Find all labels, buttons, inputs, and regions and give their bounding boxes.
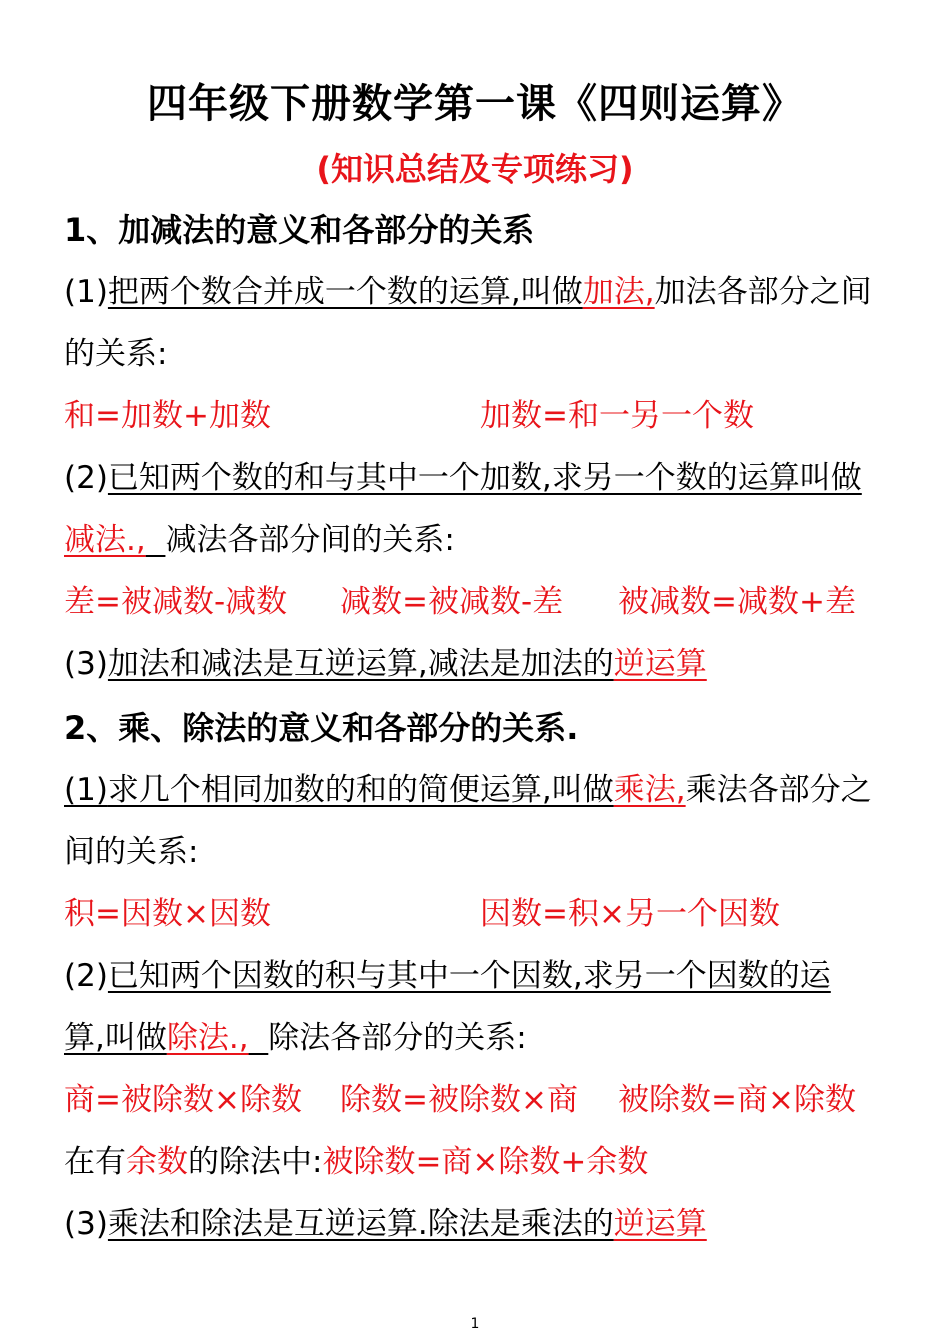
definition-text: 已知两个因数的积与其中一个因数,求另一个因数的运: [107, 958, 831, 994]
definition-text: 已知两个数的和与其中一个加数,求另一个数的运算叫做: [107, 460, 862, 496]
definition-text: 乘法和除法是互逆运算.除法是乘法的: [107, 1206, 614, 1242]
item-number: (2): [64, 958, 108, 994]
remainder-line: [64, 1142, 894, 1182]
formula-subtrahend: 减数=被减数-差: [340, 584, 564, 620]
formula-sum: 和=加数+加数: [64, 398, 271, 434]
formula-dividend: 被除数=商×除数: [618, 1082, 856, 1118]
section2-p2-cont: [64, 1018, 894, 1058]
section2-p1-cont: 间的关系:: [64, 834, 199, 870]
item-number: (1): [64, 772, 108, 808]
item-number: (3): [64, 646, 108, 682]
section2-p1: [64, 770, 894, 810]
term-division: 除法.,: [166, 1020, 249, 1056]
remainder-pre: 在有: [64, 1144, 126, 1180]
item-number: (3): [64, 1206, 108, 1242]
definition-text: 求几个相同加数的和的简便运算,叫做: [107, 772, 614, 808]
formula-addend: 加数=和一另一个数: [480, 398, 754, 434]
definition-rest: 除法各部分的关系:: [268, 1020, 527, 1056]
formula-product: 积=因数×因数: [64, 896, 271, 932]
formula-divisor: 除数=被除数×商: [340, 1082, 578, 1118]
page-title: 四年级下册数学第一课《四则运算》: [147, 81, 803, 127]
page-subtitle: (知识总结及专项练习): [316, 150, 634, 188]
term-inverse: 逆运算: [613, 646, 707, 682]
section2-p2: [64, 956, 894, 996]
section2-p3: [64, 1204, 894, 1244]
definition-text: 加法和减法是互逆运算,减法是加法的: [107, 646, 614, 682]
section1-p1-cont: 的关系:: [64, 336, 168, 372]
section1-p3: [64, 644, 894, 684]
section1-p2: [64, 458, 894, 498]
definition-text: 把两个数合并成一个数的运算,叫做: [107, 274, 583, 310]
formula-minuend: 被减数=减数+差: [618, 584, 856, 620]
definition-rest: 加法各部分之间: [654, 274, 872, 310]
section1-heading: 1、加减法的意义和各部分的关系: [64, 211, 535, 249]
section1-p2-cont: [64, 520, 894, 560]
term-inverse: 逆运算: [613, 1206, 707, 1242]
term-remainder: 余数: [126, 1144, 188, 1180]
section2-heading: 2、乘、除法的意义和各部分的关系.: [64, 709, 579, 747]
formula-remainder: 被除数=商×除数+余数: [322, 1144, 649, 1180]
term-multiplication: 乘法,: [613, 772, 686, 808]
formula-quotient: 商=被除数×除数: [64, 1082, 302, 1118]
definition-rest: 乘法各部分之: [685, 772, 872, 808]
page-number: 1: [470, 1316, 480, 1332]
definition-text-2: 算,叫做: [64, 1020, 167, 1056]
item-number: (2): [64, 460, 108, 496]
term-subtraction: 减法.,: [64, 522, 146, 558]
formula-difference: 差=被减数-减数: [64, 584, 288, 620]
section1-p1: [64, 272, 894, 312]
term-addition: 加法,: [582, 274, 655, 310]
formula-factor: 因数=积×另一个因数: [480, 896, 780, 932]
definition-rest: 减法各部分间的关系:: [165, 522, 455, 558]
remainder-mid: 的除法中:: [188, 1144, 323, 1180]
item-number: (1): [64, 274, 108, 310]
